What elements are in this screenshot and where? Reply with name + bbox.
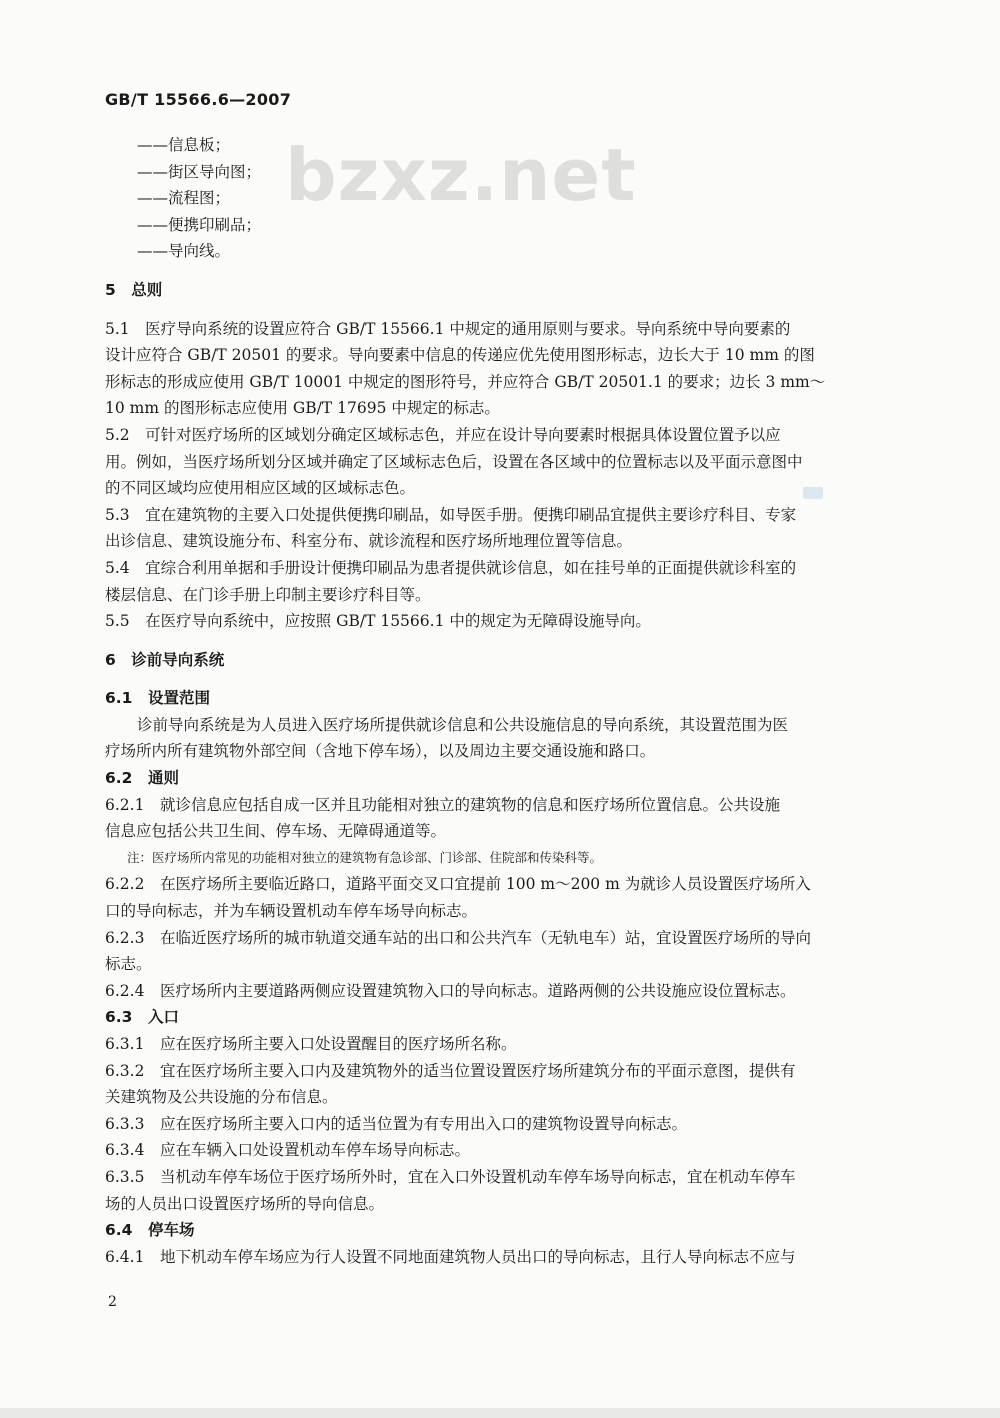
- clause-6-3-4-line: 6.3.4 应在车辆入口处设置机动车停车场导向标志。: [105, 1141, 470, 1160]
- clause-6-2-3-line: 标志。: [105, 955, 152, 974]
- watermark: bzxz.net: [285, 133, 637, 217]
- clause-6-2-3-line: 6.2.3 在临近医疗场所的城市轨道交通车站的出口和公共汽车（无轨电车）站，宜设置医疗场所的导向: [105, 928, 811, 947]
- standard-code-header: GB/T 15566.6—2007: [105, 90, 292, 109]
- clause-6-2-1-line: 信息应包括公共卫生间、停车场、无障碍通道等。: [105, 822, 447, 841]
- clause-5-1-line: 形标志的形成应使用 GB/T 10001 中规定的图形符号，并应符合 GB/T 20501.1 的要求；边长 3 mm～: [105, 372, 826, 391]
- clause-6-2-2-line: 6.2.2 在医疗场所主要临近路口，道路平面交叉口宜提前 100 m～200 m 为就诊人员设置医疗场所入: [105, 875, 811, 894]
- clause-5-2-line: 用。例如，当医疗场所划分区域并确定了区域标志色后，设置在各区域中的位置标志以及平面示意图中: [105, 452, 803, 471]
- page-bottom-edge: [0, 1408, 1000, 1418]
- clause-6-3-5-line: 场的人员出口设置医疗场所的导向信息。: [105, 1194, 385, 1213]
- clause-6-3-2-line: 关建筑物及公共设施的分布信息。: [105, 1088, 338, 1107]
- clause-5-2-line: 5.2 可针对医疗场所的区域划分确定区域标志色，并应在设计导向要素时根据具体设置位置予以应: [105, 425, 781, 444]
- clause-6-1-line: 诊前导向系统是为人员进入医疗场所提供就诊信息和公共设施信息的导向系统，其设置范围为医: [137, 715, 789, 734]
- list-item: ——便携印刷品；: [137, 215, 262, 234]
- section-6-1-heading: 6.1 设置范围: [105, 689, 210, 708]
- section-6-4-heading: 6.4 停车场: [105, 1221, 195, 1240]
- clause-5-5-line: 5.5 在医疗导向系统中，应按照 GB/T 15566.1 中的规定为无障碍设施导向。: [105, 612, 651, 631]
- clause-5-1-line: 5.1 医疗导向系统的设置应符合 GB/T 15566.1 中规定的通用原则与要求。导向系统中导向要素的: [105, 319, 791, 338]
- clause-5-1-line: 设计应符合 GB/T 20501 的要求。导向要素中信息的传递应优先使用图形标志，边长大于 10 mm 的图: [105, 346, 815, 365]
- section-6-2-heading: 6.2 通则: [105, 769, 179, 788]
- clause-5-4-line: 楼层信息、在门诊手册上印制主要诊疗科目等。: [105, 585, 431, 604]
- section-6-3-heading: 6.3 入口: [105, 1008, 179, 1027]
- clause-6-2-4-line: 6.2.4 医疗场所内主要道路两侧应设置建筑物入口的导向标志。道路两侧的公共设施应设位置标志。: [105, 981, 796, 1000]
- clause-5-1-line: 10 mm 的图形标志应使用 GB/T 17695 中规定的标志。: [105, 399, 500, 418]
- list-item: ——导向线。: [137, 242, 231, 261]
- clause-6-3-3-line: 6.3.3 应在医疗场所主要入口内的适当位置为有专用出入口的建筑物设置导向标志。: [105, 1114, 687, 1133]
- clause-6-4-1-line: 6.4.1 地下机动车停车场应为行人设置不同地面建筑物人员出口的导向标志，且行人导向标志不应与: [105, 1247, 796, 1266]
- note-text: 注：医疗场所内常见的功能相对独立的建筑物有急诊部、门诊部、住院部和传染科等。: [127, 849, 603, 865]
- clause-5-3-line: 5.3 宜在建筑物的主要入口处提供便携印刷品，如导医手册。便携印刷品宜提供主要诊疗科目、专家: [105, 505, 797, 524]
- page-number: 2: [108, 1294, 117, 1310]
- clause-6-2-2-line: 口的导向标志，并为车辆设置机动车停车场导向标志。: [105, 902, 478, 921]
- clause-6-3-2-line: 6.3.2 宜在医疗场所主要入口内及建筑物外的适当位置设置医疗场所建筑分布的平面示意图，提供有: [105, 1061, 796, 1080]
- section-6-heading: 6 诊前导向系统: [105, 650, 225, 669]
- list-item: ——信息板；: [137, 136, 231, 154]
- list-item: ——流程图；: [137, 189, 231, 208]
- clause-6-1-line: 疗场所内所有建筑物外部空间（含地下停车场），以及周边主要交通设施和路口。: [105, 742, 656, 761]
- clause-6-2-1-line: 6.2.1 就诊信息应包括自成一区并且功能相对独立的建筑物的信息和医疗场所位置信息。公共设施: [105, 795, 780, 814]
- clause-5-3-line: 出诊信息、建筑设施分布、科室分布、就诊流程和医疗场所地理位置等信息。: [105, 532, 633, 551]
- clause-6-3-5-line: 6.3.5 当机动车停车场位于医疗场所外时，宜在入口外设置机动车停车场导向标志，宜在机动车停车: [105, 1167, 796, 1186]
- clause-6-3-1-line: 6.3.1 应在医疗场所主要入口处设置醒目的医疗场所名称。: [105, 1035, 517, 1053]
- list-item: ——街区导向图；: [137, 162, 262, 181]
- clause-5-4-line: 5.4 宜综合利用单据和手册设计便携印刷品为患者提供就诊信息，如在挂号单的正面提供就诊科室的: [105, 558, 797, 577]
- document-body: [105, 132, 890, 1270]
- section-5-heading: 5 总则: [105, 280, 163, 299]
- clause-5-2-line: 的不同区域均应使用相应区域的区域标志色。: [105, 479, 416, 498]
